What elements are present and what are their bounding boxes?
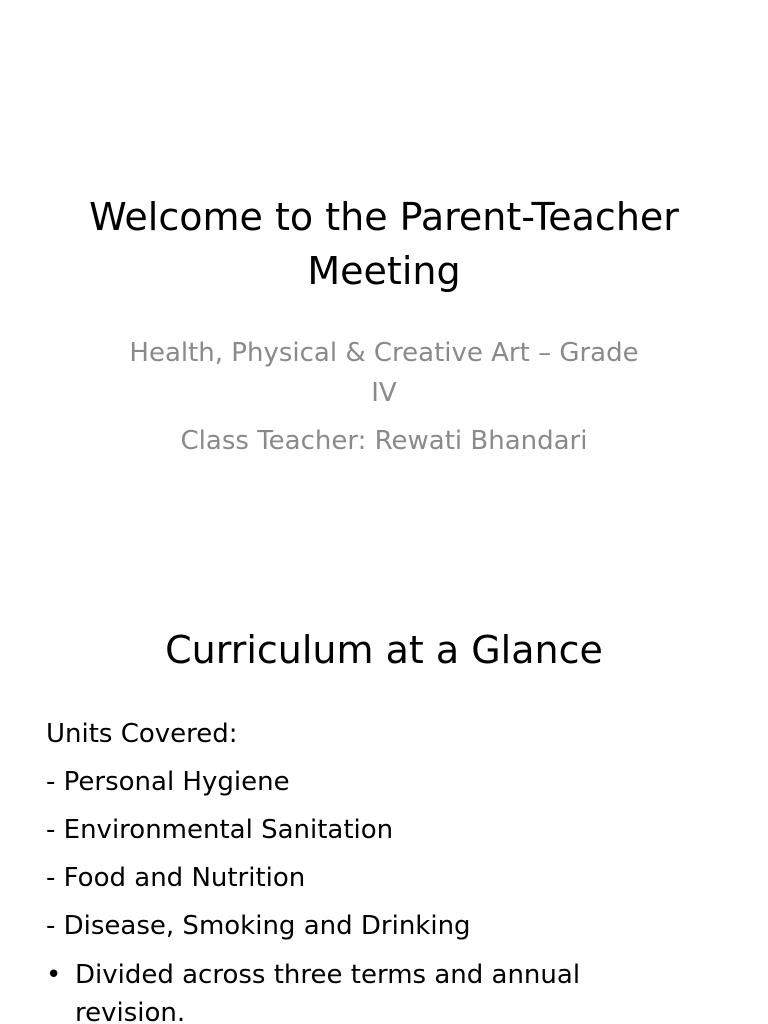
body-line-unit: - Personal Hygiene <box>46 767 290 797</box>
subtitle-line-course: Health, Physical & Creative Art – Grade IV <box>129 338 639 408</box>
bullet-dot-icon: • <box>46 960 62 990</box>
body-line-unit: - Disease, Smoking and Drinking <box>46 911 471 941</box>
body-line-unit: - Environmental Sanitation <box>46 815 394 845</box>
subtitle-line-teacher: Class Teacher: Rewati Bhandari <box>180 426 588 456</box>
body-line-units-heading: Units Covered: <box>46 719 238 749</box>
slide-curriculum <box>0 576 768 1024</box>
bullet-text: Divided across three terms and annual revision. <box>75 960 581 1024</box>
bullet-item <box>46 956 686 1024</box>
body-line-unit: - Food and Nutrition <box>46 863 306 893</box>
slide-title: Welcome to the Parent-Teacher Meeting <box>89 195 679 293</box>
slide-title: Curriculum at a Glance <box>165 628 603 672</box>
slide-subtitle <box>120 333 648 461</box>
slide-body-list <box>46 716 686 1024</box>
